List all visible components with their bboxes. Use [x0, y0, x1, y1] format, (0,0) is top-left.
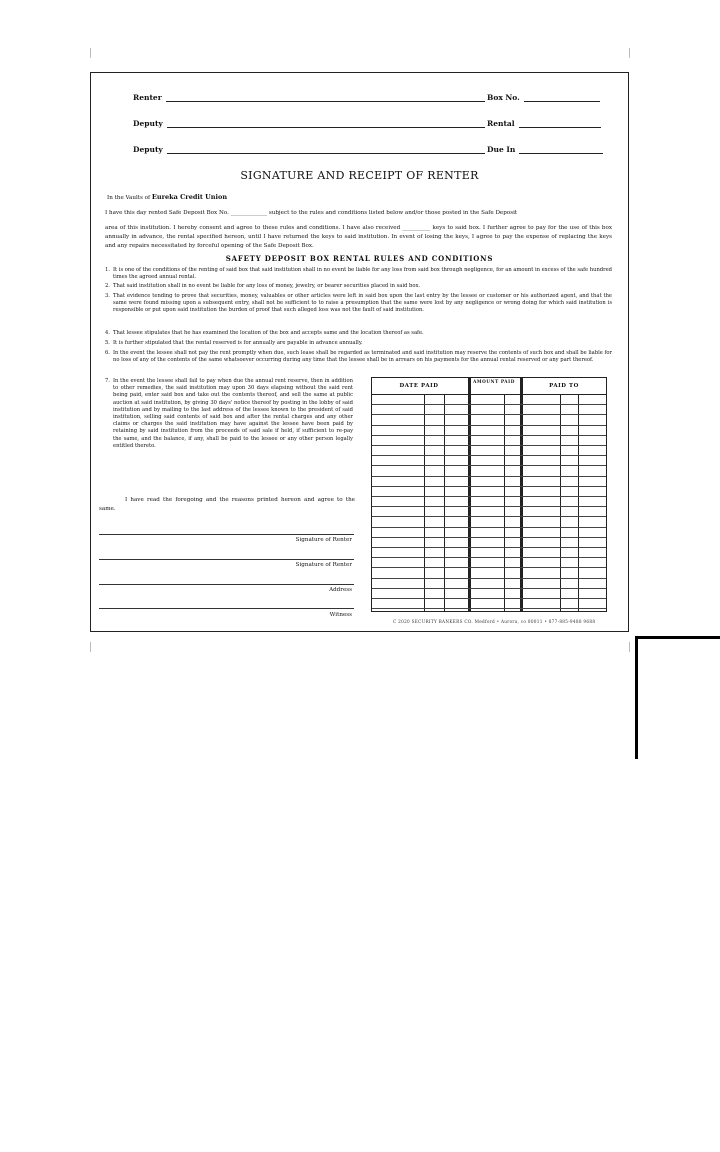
due-in-field[interactable] — [519, 145, 603, 154]
agreement-text: I have read the foregoing and the reasons printed hereon and agree to the same. — [99, 497, 355, 512]
address-label: Address — [329, 587, 352, 593]
table-row-line — [372, 404, 606, 405]
vaults-prefix: In the Vaults of — [107, 195, 151, 201]
rule-item: 6. In the event the lessee shall not pay the rent promptly when due, such lease shall be regarded as terminated and said institution may reserve the contents of such box and shall be liable for no loss of any of the contents of the same whatsoever occurring during any time that the lessee shall be in arrears on his payments for the annual rental reserved or any part thereof. — [105, 350, 612, 364]
intro-text-b: subject to the rules and conditions listed below and/or those posted in the Safe Deposit — [268, 210, 518, 216]
table-row-line — [372, 547, 606, 548]
corner-mark — [635, 636, 720, 639]
rule-item: 7. In the event the lessee shall fail to pay when due the annual rent reserve, then in addition to other remedies, the said institution may upon 30 days elapsing without the said rent being paid, enter said box and take out the contents thereof, and sell the same at public auction at said institution, by giving 30 days' notice thereof by posting in the lobby of said institution and by mailing to the last address of the lessee known to the president of said institution, selling said contents of said box and after the rental charges and any other claims or charges the said institution may have against the lessee have been paid by retaining by said institution from the proceeds of said sale if held, if sufficient to re-pay the same, and the balance, if any, shall be paid to the lessee or any other person legally entitled thereto. — [105, 378, 353, 449]
rental-field[interactable] — [519, 119, 601, 128]
deputy-row-1 — [133, 119, 485, 128]
col-amount-paid: AMOUNT PAID — [473, 379, 515, 384]
col-date-paid: DATE PAID — [399, 383, 439, 389]
table-row-line — [372, 425, 606, 426]
signature-label: Signature of Renter — [295, 537, 352, 543]
vaults-line — [107, 193, 227, 203]
rule-item: 2. That said institution shall in no event be liable for any loss of money, jewelry, or bearer securities placed in said box. — [105, 283, 421, 289]
form-title: SIGNATURE AND RECEIPT OF RENTER — [240, 169, 479, 182]
intro-paragraph: area of this institution. I hereby consent and agree to these rules and conditions. I have also received __________ keys to said box. I further agree to pay for the use of this box annually in advance, the rental specified hereon, until I have returned the keys to said institution. In event of losing the keys, I agree to pay the expense of replacing the keys and any repairs necessitated by forceful opening of the Safe Deposit Box. — [105, 225, 612, 249]
witness-line[interactable] — [99, 608, 354, 609]
table-row-line — [372, 537, 606, 538]
box-no-field[interactable] — [524, 93, 600, 102]
rule-item: 5. It is further stipulated that the rental reserved is for annually are payable in advance annually. — [105, 340, 363, 346]
table-row-line — [372, 486, 606, 487]
table-row-line — [372, 476, 606, 477]
box-no-row — [487, 93, 600, 102]
table-column-line — [504, 394, 505, 611]
rules-title: SAFETY DEPOSIT BOX RENTAL RULES AND CONDITIONS — [225, 254, 494, 263]
renter-label: Renter — [133, 93, 162, 102]
table-column-line — [578, 394, 579, 611]
table-row-line — [372, 414, 606, 415]
deputy-label: Deputy — [133, 119, 163, 128]
intro-line-1 — [105, 209, 612, 218]
safe-deposit-form — [90, 72, 629, 632]
table-row-line — [372, 608, 606, 609]
table-row-line — [372, 598, 606, 599]
table-row-line — [372, 496, 606, 497]
rental-row — [487, 119, 601, 128]
corner-mark — [635, 636, 638, 759]
crop-mark — [629, 642, 630, 652]
col-paid-to: PAID TO — [549, 383, 579, 389]
signature-label: Signature of Renter — [295, 562, 352, 568]
rule-item: 4. That lessee stipulates that he has examined the location of the box and accepts same and the location thereof as safe. — [105, 330, 424, 336]
table-row-line — [372, 567, 606, 568]
table-row-line — [372, 465, 606, 466]
table-column-line — [560, 394, 561, 611]
due-in-label: Due In — [487, 145, 516, 154]
deputy-label: Deputy — [133, 145, 163, 154]
table-row-line — [372, 527, 606, 528]
signature-line[interactable] — [99, 559, 354, 560]
payment-table — [371, 377, 607, 612]
deputy-field[interactable] — [167, 145, 485, 154]
crop-mark — [629, 48, 630, 58]
crop-mark — [90, 642, 91, 652]
box-no-label: Box No. — [487, 93, 520, 102]
rule-item: 3. That evidence tending to prove that securities, money, valuables or other articles were left in said box upon the last entry by the lessee or customer or his authorized agent, and that the same were found missing upon a subsequent entry, shall not be sufficient to to raise a presumption that the same were lost by any negligence or wrong doing for which said institution is responsible or put upon said institution the burden of proof that such alleged loss was not the fault of said institution. — [105, 293, 612, 314]
table-row-line — [372, 455, 606, 456]
table-row-line — [372, 578, 606, 579]
table-row-line — [372, 557, 606, 558]
table-column-line — [424, 394, 425, 611]
address-line[interactable] — [99, 584, 354, 585]
rental-label: Rental — [487, 119, 515, 128]
witness-label: Witness — [329, 612, 352, 618]
table-row-line — [372, 516, 606, 517]
renter-field[interactable] — [166, 93, 485, 102]
table-row-line — [372, 435, 606, 436]
rule-item: 1. It is one of the conditions of the renting of said box that said institution shall in no event be liable for any loss from said box through negligence, for an amount in excess of the safe hundred times the agreed annual rental. — [105, 267, 612, 281]
due-in-row — [487, 145, 603, 154]
table-row-line — [372, 506, 606, 507]
institution-name: Eureka Credit Union — [151, 193, 228, 201]
table-divider — [520, 378, 523, 611]
deputy-row-2 — [133, 145, 485, 154]
box-number-blank: _____________ — [230, 210, 268, 216]
signature-line[interactable] — [99, 534, 354, 535]
renter-row — [133, 93, 485, 102]
deputy-field[interactable] — [167, 119, 485, 128]
footer-text: C 2020 SECURITY BANKERS CO. Medford • Aurora, co 80011 • 877-885-9488 9688 — [393, 619, 596, 624]
crop-mark — [90, 48, 91, 58]
table-row-line — [372, 445, 606, 446]
table-divider — [468, 378, 471, 611]
table-row-line — [372, 588, 606, 589]
table-column-line — [444, 394, 445, 611]
intro-text-a: I have this day rented Safe Deposit Box No. — [105, 210, 229, 216]
table-header — [372, 378, 606, 395]
